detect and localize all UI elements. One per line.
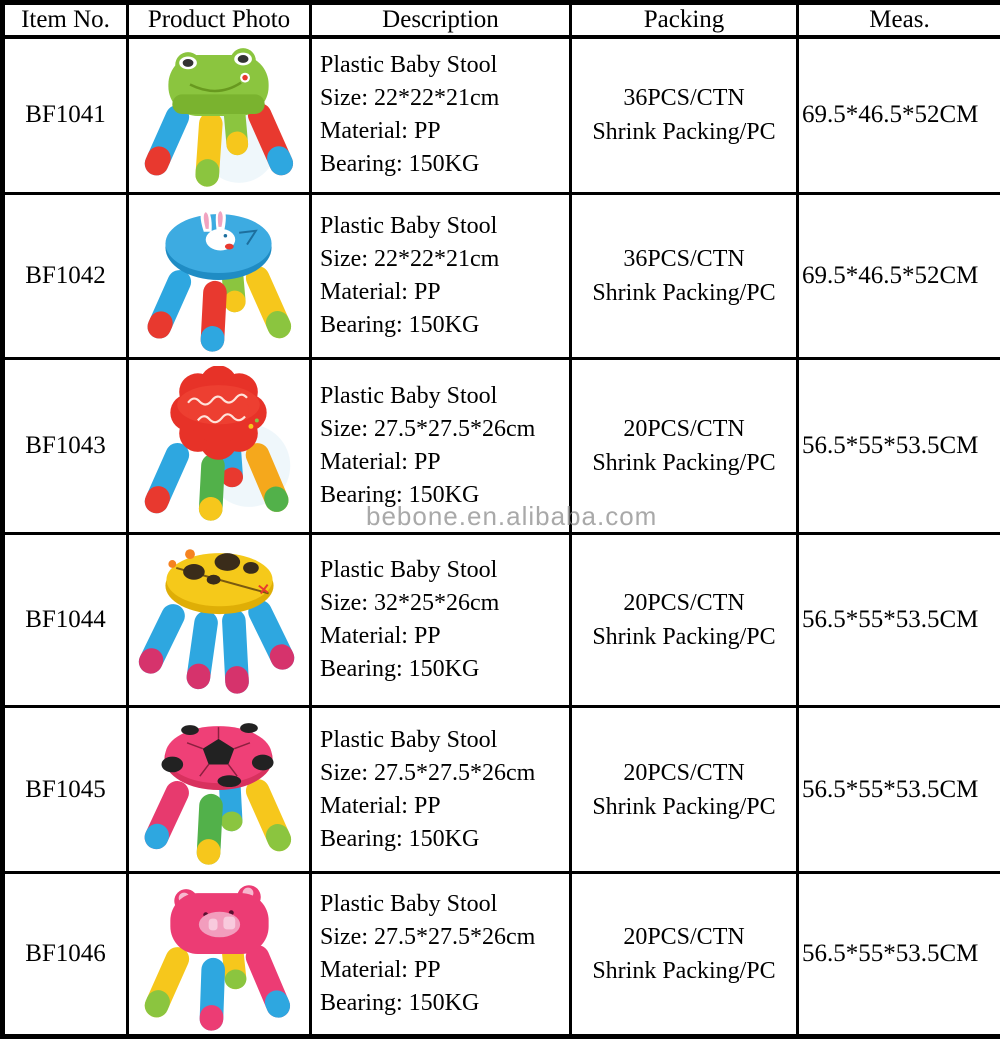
packing-line: 20PCS/CTN bbox=[623, 759, 745, 786]
product-photo-soccer-stool bbox=[133, 712, 305, 868]
description-line: Plastic Baby Stool bbox=[320, 891, 498, 917]
description-line: Bearing: 150KG bbox=[320, 151, 480, 178]
description-line: Material: PP bbox=[320, 118, 441, 145]
item-no: BF1044 bbox=[3, 534, 128, 707]
packing-line: 36PCS/CTN bbox=[623, 85, 745, 112]
packing-line: 36PCS/CTN bbox=[623, 246, 745, 272]
item-no: BF1046 bbox=[3, 873, 128, 1037]
description-line: Bearing: 150KG bbox=[320, 990, 480, 1016]
packing-line: Shrink Packing/PC bbox=[592, 958, 776, 984]
description-cell bbox=[311, 359, 571, 534]
col-header-meas: Meas. bbox=[798, 3, 1000, 37]
description-line: Bearing: 150KG bbox=[320, 482, 480, 508]
item-no: BF1043 bbox=[3, 359, 128, 534]
product-photo-flower-stool bbox=[133, 366, 305, 526]
packing-cell bbox=[571, 534, 798, 707]
table-row bbox=[3, 37, 1000, 194]
description-line: Plastic Baby Stool bbox=[320, 383, 498, 409]
packing-cell bbox=[571, 194, 798, 359]
description-cell bbox=[311, 194, 571, 359]
product-photo-cell bbox=[128, 359, 311, 534]
description-line: Size: 32*25*26cm bbox=[320, 590, 500, 616]
description-cell bbox=[311, 534, 571, 707]
product-photo-cell bbox=[128, 707, 311, 873]
description-line: Plastic Baby Stool bbox=[320, 52, 498, 79]
packing-line: Shrink Packing/PC bbox=[592, 280, 776, 306]
description-line: Plastic Baby Stool bbox=[320, 726, 498, 753]
product-photo-ladybug-stool bbox=[133, 541, 305, 699]
item-no: BF1045 bbox=[3, 707, 128, 873]
description-line: Bearing: 150KG bbox=[320, 312, 480, 338]
header-row bbox=[3, 3, 1000, 37]
product-photo-cell bbox=[128, 873, 311, 1037]
table-row bbox=[3, 707, 1000, 873]
col-header-description: Description bbox=[311, 3, 571, 37]
packing-cell bbox=[571, 37, 798, 194]
item-no: BF1042 bbox=[3, 194, 128, 359]
description-cell bbox=[311, 37, 571, 194]
packing-line: Shrink Packing/PC bbox=[592, 624, 776, 650]
packing-line: 20PCS/CTN bbox=[623, 590, 745, 616]
packing-cell bbox=[571, 359, 798, 534]
col-header-item-no: Item No. bbox=[3, 3, 128, 37]
description-line: Material: PP bbox=[320, 449, 441, 475]
meas-cell: 56.5*55*53.5CM bbox=[798, 873, 1000, 1037]
meas-cell: 69.5*46.5*52CM bbox=[798, 37, 1000, 194]
packing-cell bbox=[571, 873, 798, 1037]
product-photo-cell bbox=[128, 194, 311, 359]
packing-line: 20PCS/CTN bbox=[623, 416, 745, 442]
meas-cell: 56.5*55*53.5CM bbox=[798, 707, 1000, 873]
description-line: Size: 27.5*27.5*26cm bbox=[320, 924, 536, 950]
packing-line: 20PCS/CTN bbox=[623, 924, 745, 950]
description-line: Size: 27.5*27.5*26cm bbox=[320, 759, 536, 786]
packing-line: Shrink Packing/PC bbox=[592, 450, 776, 476]
product-photo-cell bbox=[128, 37, 311, 194]
description-line: Bearing: 150KG bbox=[320, 656, 480, 682]
col-header-packing: Packing bbox=[571, 3, 798, 37]
site-watermark: bebone.en.alibaba.com bbox=[366, 501, 658, 531]
description-line: Material: PP bbox=[320, 957, 441, 983]
description-line: Plastic Baby Stool bbox=[320, 557, 498, 583]
item-no: BF1041 bbox=[3, 37, 128, 194]
table-row bbox=[3, 194, 1000, 359]
table-row bbox=[3, 873, 1000, 1037]
packing-line: Shrink Packing/PC bbox=[592, 119, 776, 146]
table-row bbox=[3, 359, 1000, 534]
packing-line: Shrink Packing/PC bbox=[592, 793, 776, 820]
product-photo-frog-stool bbox=[133, 41, 305, 189]
meas-cell: 56.5*55*53.5CM bbox=[798, 534, 1000, 707]
description-line: Size: 22*22*21cm bbox=[320, 246, 500, 272]
description-line: Material: PP bbox=[320, 279, 441, 305]
packing-cell bbox=[571, 707, 798, 873]
product-photo-cell bbox=[128, 534, 311, 707]
description-line: Size: 22*22*21cm bbox=[320, 85, 500, 112]
col-header-product-photo: Product Photo bbox=[128, 3, 311, 37]
description-line: Bearing: 150KG bbox=[320, 825, 480, 852]
table-row bbox=[3, 534, 1000, 707]
meas-cell: 69.5*46.5*52CM bbox=[798, 194, 1000, 359]
description-line: Plastic Baby Stool bbox=[320, 213, 498, 239]
description-line: Material: PP bbox=[320, 792, 441, 819]
description-cell bbox=[311, 707, 571, 873]
product-photo-rabbit-stool bbox=[133, 199, 305, 354]
product-photo-pig-stool bbox=[133, 876, 305, 1032]
description-line: Size: 27.5*27.5*26cm bbox=[320, 416, 536, 442]
description-line: Material: PP bbox=[320, 623, 441, 649]
description-cell bbox=[311, 873, 571, 1037]
meas-cell: 56.5*55*53.5CM bbox=[798, 359, 1000, 534]
